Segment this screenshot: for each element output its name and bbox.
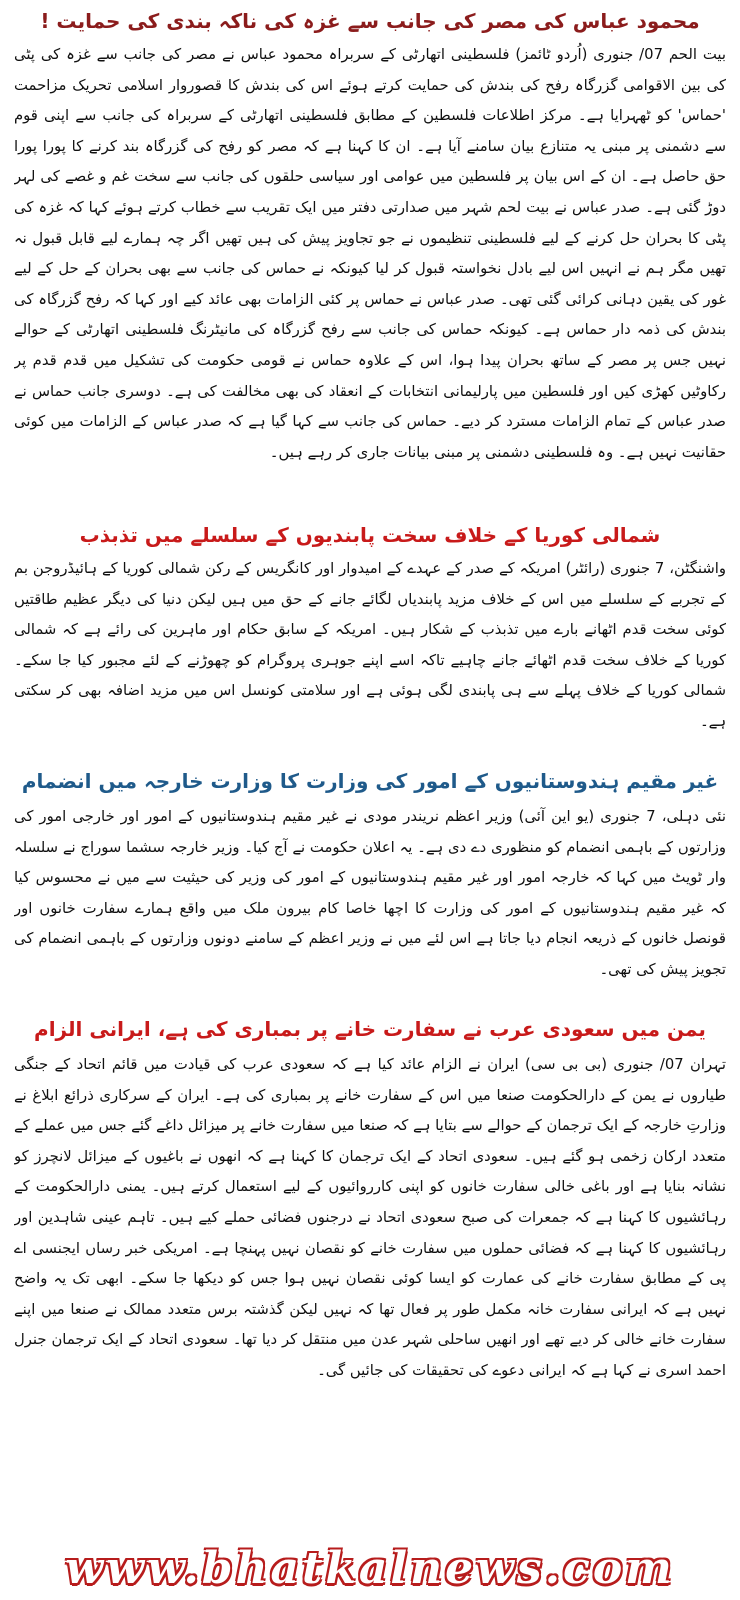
article-headline: محمود عباس کی مصر کی جانب سے غزہ کی ناکہ بندی کی حمایت ! bbox=[40, 9, 700, 33]
article-body: واشنگٹن، 7 جنوری (رائٹر) امریکہ کے صدر کے عہدے کے امیدوار اور کانگریس کے رکن شمالی کوریا کے ہائیڈروجن بم کے تجربے کے سلسلے میں اس کے خلاف مزید پابندیاں لگائے جانے کے حق میں ہیں لیکن دنیا کی دیگر عظیم طاقتیں کوئی سخت قدم اٹھانے بارے میں تذبذب کے شکار ہیں۔ امریکہ کے سابق حکام اور ماہرین کی رائے ہے کہ شمالی کوریا کے خلاف سخت قدم اٹھائے جانے چاہیے تاکہ اسے اپنے جوہری پروگرام کو چھوڑنے کے لئے مجبور کیا جا سکے۔ شمالی کوریا کے خلاف پہلے سے ہی پابندی لگی ہوئی ہے اور سلامتی کونسل اس میں مزید اضافہ بھی کر سکتی ہے۔ bbox=[14, 560, 726, 730]
site-watermark: www.bhatkalnews.com bbox=[65, 1543, 675, 1594]
article-body: نئی دہلی، 7 جنوری (یو این آئی) وزیر اعظم نریندر مودی نے غیر مقیم ہندوستانیوں کے امور اور خارجی امور کی وزارتوں کے باہمی انضمام کو منظوری دے دی ہے۔ یہ اعلان حکومت نے آج کیا۔ وزیر خارجہ سشما سوراج نے سلسلہ وار ٹویٹ میں کہا کہ خارجہ امور اور غیر مقیم ہندوستانیوں کے امور کی وزیر کی حیثیت سے میں نے محسوس کیا کہ غیر مقیم ہندوستانیوں کے امور کی وزارت کا اچھا خاصا کام بیرون ملک میں واقع ہمارے سفارت خانوں اور قونصل خانوں کے ذریعہ انجام دیا جاتا ہے اس لئے میں نے وزیر اعظم کے سامنے دونوں وزارتوں کے باہمی انضمام کی تجویز پیش کی تھی۔ bbox=[14, 808, 726, 978]
article-yemen-embassy bbox=[14, 1014, 726, 1450]
article-north-korea bbox=[14, 520, 726, 744]
article-headline: غیر مقیم ہندوستانیوں کے امور کی وزارت کا وزارت خارجہ میں انضمام bbox=[21, 769, 719, 793]
article-body: تہران 07/ جنوری (بی بی سی) ایران نے الزام عائد کیا ہے کہ سعودی عرب کی قیادت میں قائم اتحاد کے جنگی طیاروں نے یمن کے دارالحکومت صنعا میں اس کے سفارت خانے پر بمباری کی ہے۔ ایران کے سرکاری ذرائع ابلاغ نے وزارتِ خارجہ کے ایک ترجمان کے حوالے سے بتایا ہے کہ صنعا میں سفارت خانے پر میزائل داغے گئے جس میں عملے کے متعدد ارکان زخمی ہو گئے ہیں۔ سعودی اتحاد کے ایک ترجمان کا کہنا ہے کہ انھوں نے باغیوں کے میزائل لانچرز کو نشانہ بنایا ہے اور باغی خالی سفارت خانوں کو اپنی کارروائیوں کے لیے استعمال کرتے ہیں۔ یمنی دارالحکومت کے رہائشیوں کا کہنا ہے کہ جمعرات کی صبح سعودی اتحاد نے درجنوں فضائی حملے کیے ہیں۔ تاہم عینی شاہدین اور رہائشیوں کا کہنا ہے کہ فضائی حملوں میں سفارت خانے کو نقصان نہیں پہنچا ہے۔ امریکی خبر رساں ایجنسی اے پی کے مطابق سفارت خانے کی عمارت کو ایسا کوئی نقصان نہیں ہوا جس کو دیکھا جا سکے۔ ابھی تک یہ واضح نہیں ہے کہ ایرانی سفارت خانہ مکمل طور پر فعال تھا کہ نہیں لیکن گذشتہ برس متعدد ممالک نے صنعا میں اپنے سفارت خانے خالی کر دیے تھے اور انھیں ساحلی شہر عدن میں منتقل کر دیا تھا۔ سعودی اتحاد کے ایک ترجمان جنرل احمد اسری نے کہا ہے کہ ایرانی دعوے کی تحقیقات کی جائیں گی۔ bbox=[14, 1056, 726, 1379]
article-headline: یمن میں سعودی عرب نے سفارت خانے پر بمباری کی ہے، ایرانی الزام bbox=[34, 1017, 706, 1041]
article-ministry-merger bbox=[14, 766, 726, 992]
article-body: بیت الحم 07/ جنوری (اُردو ٹائمز) فلسطینی اتھارٹی کے سربراہ محمود عباس نے مصر کی جانب سے غزہ کی پٹی کی بین الاقوامی گزرگاہ رفح کی بندش کی حمایت کرتے ہوئے اس کی بندش کا قصوروار اسلامی تحریک مزاحمت 'حماس' کو ٹھہرایا ہے۔ مرکز اطلاعات فلسطین کے مطابق فلسطینی اتھارٹی کے سربراہ کی جانب سے اپنی قوم سے دشمنی پر مبنی یہ متنازع بیان سامنے آیا ہے۔ ان کا کہنا ہے کہ مصر کو رفح کی گزرگاہ بند کرنے کا پورا پورا حق حاصل ہے۔ ان کے اس بیان پر فلسطین میں عوامی اور سیاسی حلقوں کی جانب سے سخت غم و غصے کی لہر دوڑ گئی ہے۔ صدر عباس نے بیت لحم شہر میں صدارتی دفتر میں ایک تقریب سے خطاب کرتے ہوئے کہا کہ غزہ کی پٹی کا بحران حل کرنے کے لیے فلسطینی تنظیموں نے جو تجاویز پیش کی ہیں تھیں اگر چہ ہمارے لیے قابل قبول نہ تھیں مگر ہم نے انہیں اس لیے بادل نخواستہ قبول کر لیا کیونکہ نے حماس کی جانب سے بھی بحران کے حل کے لیے غور کی یقین دہانی کرائی گئی تھی۔ صدر عباس نے حماس پر کئی الزامات بھی عائد کیے اور کہا کہ رفح گزرگاہ کی بندش کی ذمہ دار حماس ہے۔ کیونکہ حماس کی جانب سے رفح گزرگاہ کی مانیٹرنگ فلسطینی اتھارٹی کے حوالے نہیں جس پر مصر کے ساتھ بحران پیدا ہوا، اس کے علاوہ حماس نے قومی حکومت کی تشکیل میں قدم قدم پر رکاوٹیں کھڑی کیں اور فلسطین میں پارلیمانی انتخابات کے انعقاد کی بھی مخالفت کی ہے۔ دوسری جانب حماس نے صدر عباس کے تمام الزامات مسترد کر دیے۔ حماس کی جانب سے کہا گیا ہے کہ صدر عباس کے الزامات میں کوئی حقانیت نہیں ہے۔ وہ فلسطینی دشمنی پر مبنی بیانات جاری کر رہے ہیں۔ bbox=[14, 46, 726, 461]
article-headline: شمالی کوریا کے خلاف سخت پابندیوں کے سلسلے میں تذبذب bbox=[79, 523, 661, 547]
article-abbas-gaza bbox=[14, 6, 726, 510]
